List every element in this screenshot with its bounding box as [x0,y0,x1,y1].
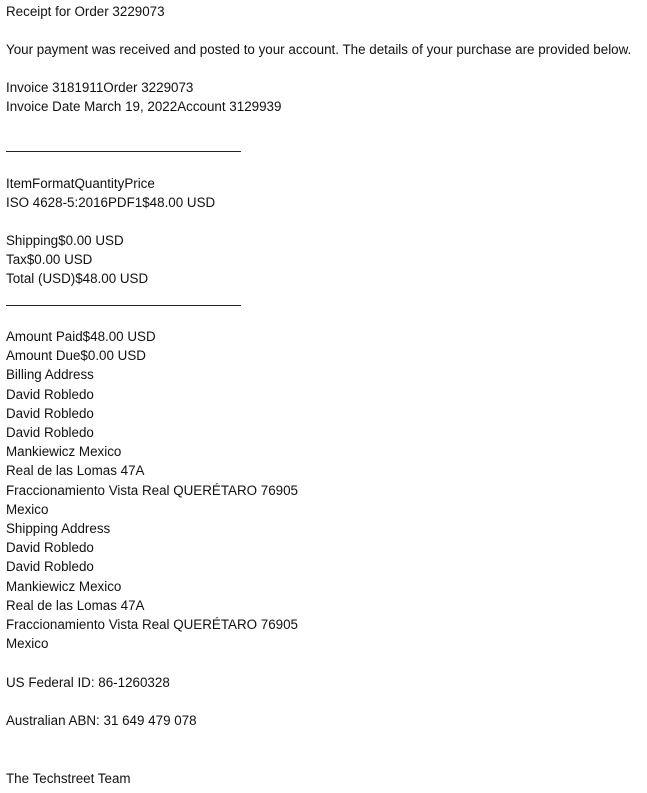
billing-address-label: Billing Address [6,367,94,382]
tax-line: Tax$0.00 USD [6,252,93,267]
billing-address-line: David Robledo [6,425,94,440]
item-row: ISO 4628-5:2016PDF1$48.00 USD [6,195,216,210]
total-line: Total (USD)$48.00 USD [6,271,149,286]
signoff: The Techstreet Team [6,771,131,786]
intro-text: Your payment was received and posted to your account. The details of your purchase are provided below. [6,42,632,57]
billing-address-line: Fraccionamiento Vista Real QUERÉTARO 76905 [6,483,298,498]
us-federal-id: US Federal ID: 86-1260328 [6,675,170,690]
amount-paid-line: Amount Paid$48.00 USD [6,329,156,344]
items-table-header: ItemFormatQuantityPrice [6,176,155,191]
billing-address-line: Mexico [6,502,49,517]
shipping-address-line: Real de las Lomas 47A [6,598,145,613]
invoice-date-account-line: Invoice Date March 19, 2022Account 3129939 [6,99,282,114]
shipping-address-line: David Robledo [6,540,94,555]
divider [6,305,241,306]
billing-address-line: David Robledo [6,406,94,421]
receipt-heading: Receipt for Order 3229073 [6,4,165,19]
shipping-address-line: Fraccionamiento Vista Real QUERÉTARO 76905 [6,617,298,632]
billing-address-line: David Robledo [6,387,94,402]
invoice-order-line: Invoice 3181911Order 3229073 [6,80,194,95]
shipping-address-label: Shipping Address [6,521,111,536]
shipping-cost-line: Shipping$0.00 USD [6,233,124,248]
australian-abn: Australian ABN: 31 649 479 078 [6,713,197,728]
divider [6,151,241,152]
amount-due-line: Amount Due$0.00 USD [6,348,146,363]
shipping-address-line: Mexico [6,636,49,651]
billing-address-line: Mankiewicz Mexico [6,444,122,459]
billing-address-line: Real de las Lomas 47A [6,463,145,478]
shipping-address-line: David Robledo [6,559,94,574]
shipping-address-line: Mankiewicz Mexico [6,579,122,594]
